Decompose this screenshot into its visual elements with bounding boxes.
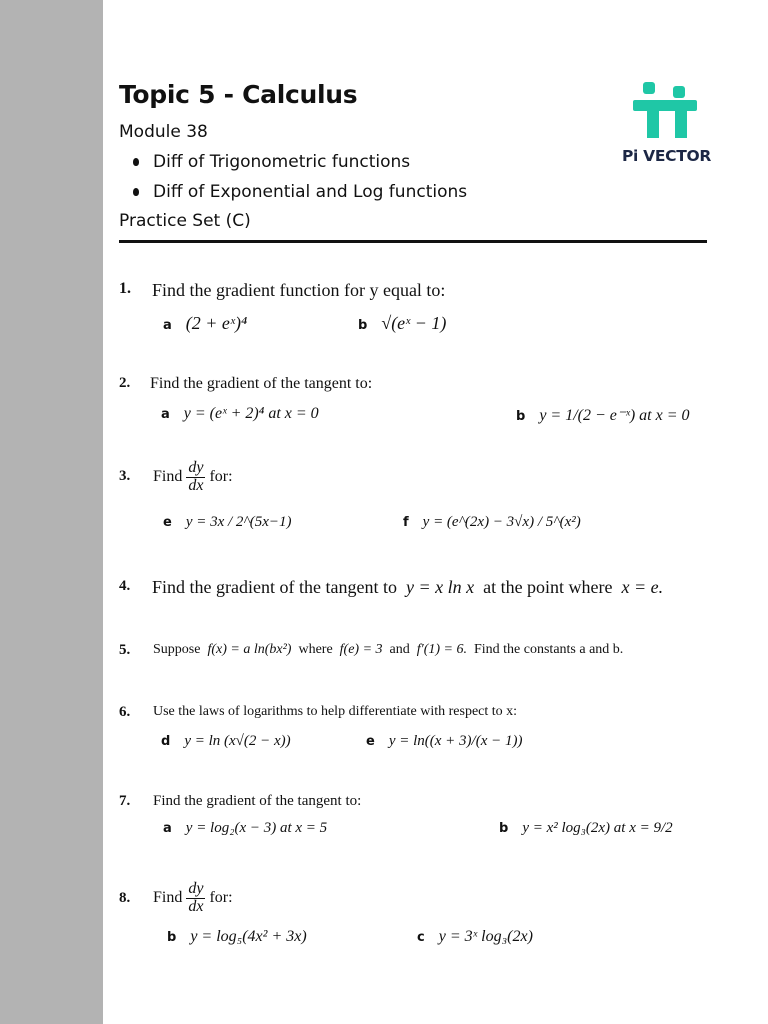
- question-number: 1.: [119, 280, 131, 297]
- question-7-part-b: [499, 820, 673, 837]
- text: for:: [209, 467, 233, 485]
- question-4-text: [152, 577, 663, 598]
- part-label: e: [366, 734, 375, 749]
- math-expression: y = ln((x + 3)/(x − 1)): [388, 733, 523, 749]
- part-label: a: [161, 407, 170, 422]
- topic-bullet-text: Diff of Exponential and Log functions: [153, 182, 468, 202]
- practice-set-label: Practice Set (C): [119, 211, 251, 231]
- question-8-part-c: [417, 928, 533, 946]
- worksheet-page: [103, 0, 768, 1024]
- text: Find: [153, 467, 183, 485]
- question-6-text: Use the laws of logarithms to help differentiate with respect to x:: [153, 704, 518, 719]
- topic-bullet-2: [133, 182, 467, 202]
- question-6-part-d: [161, 733, 291, 750]
- math-expression: √(eˣ − 1): [381, 313, 447, 333]
- math-expression: f(e) = 3: [339, 642, 383, 657]
- question-7-part-a: [163, 820, 327, 837]
- topic-bullet-text: Diff of Trigonometric functions: [153, 152, 411, 172]
- part-label: a: [163, 318, 172, 333]
- question-number: 8.: [119, 890, 131, 906]
- text: Find the gradient of the tangent to: [152, 577, 397, 597]
- question-number: 3.: [119, 468, 131, 484]
- question-2-part-b: [516, 405, 690, 425]
- dy-dx-fraction: $\frac{dy}{dx}$: [188, 880, 204, 915]
- question-number: 6.: [119, 704, 131, 720]
- part-label: b: [358, 318, 368, 333]
- text: for:: [209, 888, 233, 906]
- question-number: 2.: [119, 375, 131, 391]
- part-label: b: [167, 930, 177, 945]
- part-label: f: [403, 515, 409, 530]
- question-8-part-b: [167, 928, 307, 946]
- part-label: b: [499, 821, 509, 836]
- math-expression: y = (e^(2x) − 3√x) / 5^(x²): [422, 514, 581, 530]
- text: Suppose: [153, 642, 201, 657]
- question-1-part-b: [358, 313, 446, 334]
- text: Find the constants a and b.: [473, 642, 624, 657]
- math-expression: y = log₂(x − 3) at x = 5: [185, 820, 328, 836]
- bullet-icon: [133, 158, 139, 166]
- page-title: Topic 5 - Calculus: [119, 80, 358, 109]
- math-expression: y = 3x / 2^(5x−1): [185, 514, 292, 530]
- question-2-part-a: [161, 405, 319, 423]
- bullet-icon: [133, 188, 139, 196]
- dy-dx-fraction: $\frac{dy}{dx}$: [188, 459, 204, 494]
- part-label: c: [417, 930, 425, 945]
- math-expression: y = 1/(2 − e⁻ˣ) at x = 0: [539, 407, 690, 424]
- question-3-part-f: [403, 514, 581, 531]
- topic-bullet-1: [133, 152, 410, 172]
- question-3-text: [153, 460, 233, 495]
- question-7-text: Find the gradient of the tangent to:: [153, 793, 362, 809]
- question-2-text: Find the gradient of the tangent to:: [150, 375, 373, 392]
- math-expression: y = 3ˣ log₃(2x): [438, 928, 533, 945]
- question-1-part-a: [163, 313, 247, 334]
- part-label: a: [163, 821, 172, 836]
- math-expression: y = x² log₃(2x) at x = 9/2: [522, 820, 673, 836]
- math-expression: f′(1) = 6.: [416, 642, 467, 657]
- text: Find: [153, 888, 183, 906]
- logo-text: Pi VECTOR: [622, 147, 712, 165]
- math-expression: y = (eˣ + 2)⁴ at x = 0: [183, 405, 319, 422]
- math-expression: y = ln (x√(2 − x)): [184, 733, 291, 749]
- question-3-part-e: [163, 514, 292, 531]
- text: and: [389, 642, 410, 657]
- question-1-text: Find the gradient function for y equal to:: [152, 280, 446, 300]
- part-label: d: [161, 734, 171, 749]
- header-divider: [119, 240, 707, 243]
- question-6-part-e: [366, 733, 522, 750]
- math-expression: f(x) = a ln(bx²): [207, 642, 292, 657]
- math-expression: x = e.: [621, 577, 664, 597]
- text: at the point where: [483, 577, 613, 597]
- module-label: Module 38: [119, 122, 208, 142]
- math-expression: y = log₅(4x² + 3x): [190, 928, 307, 945]
- question-number: 7.: [119, 793, 131, 809]
- part-label: e: [163, 515, 172, 530]
- text: where: [298, 642, 333, 657]
- question-5-text: [153, 642, 623, 658]
- math-expression: (2 + eˣ)⁴: [185, 313, 248, 333]
- part-label: b: [516, 409, 526, 424]
- question-8-text: [153, 881, 233, 916]
- question-number: 4.: [119, 578, 131, 594]
- math-expression: y = x ln x: [405, 577, 475, 597]
- left-gutter: [0, 0, 103, 1024]
- question-number: 5.: [119, 642, 131, 658]
